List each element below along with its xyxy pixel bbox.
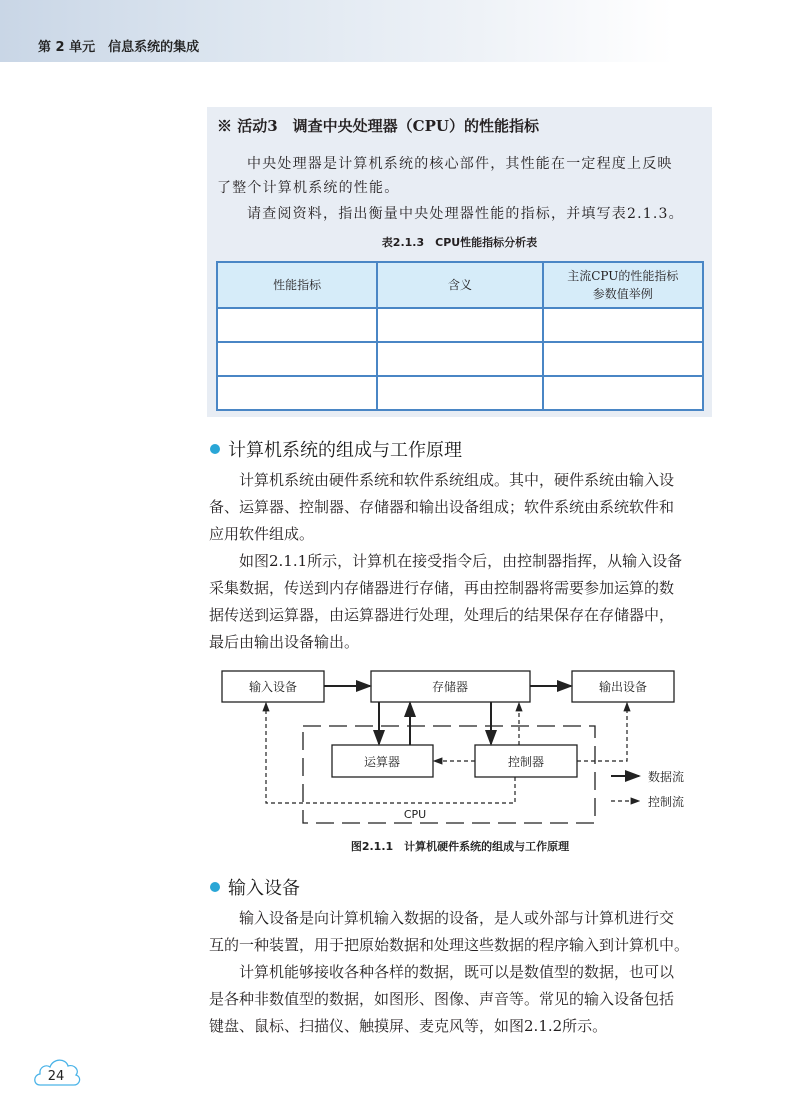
- bullet-dot-icon: [210, 882, 220, 892]
- table-caption: 表2.1.3 CPU性能指标分析表: [381, 236, 538, 249]
- header-line: 主流CPU的性能指标: [567, 269, 679, 283]
- section-heading: [210, 874, 300, 900]
- cpu-label: CPU: [403, 808, 427, 821]
- activity-text: 了整个计算机系统的性能。: [217, 180, 400, 196]
- text-line: 互的一种装置，用于把原始数据和处理这些数据的程序输入到计算机中。: [209, 936, 690, 954]
- text-line: 采集数据，传送到内存储器进行存储，再由控制器将需要参加运算的数: [209, 579, 675, 597]
- text-line: 键盘、鼠标、扫描仪、触摸屏、麦克风等，如图2.1.2所示。: [209, 1017, 608, 1035]
- text-line: 备、运算器、控制器、存储器和输出设备组成；软件系统由系统软件和: [209, 498, 675, 516]
- text-line: 最后由输出设备输出。: [209, 633, 360, 651]
- header-line: 参数值举例: [592, 287, 653, 301]
- column-header: 性能指标: [217, 262, 377, 308]
- text-line: 输入设备是向计算机输入数据的设备，是人或外部与计算机进行交: [239, 909, 675, 927]
- output-device-label: 输出设备: [598, 680, 648, 694]
- controller-label: 控制器: [507, 755, 545, 769]
- text-line: 如图2.1.1所示，计算机在接受指令后，由控制器指挥，从输入设备: [239, 552, 683, 570]
- control-flow-arrows: [266, 703, 639, 803]
- text-line: 是各种非数值型的数据，如图形、图像、声音等。常见的输入设备包括: [209, 990, 675, 1008]
- text-line: 应用软件组成。: [209, 525, 315, 543]
- unit-title: 第 2 单元 信息系统的集成: [38, 40, 200, 55]
- page-number: 24: [47, 1069, 65, 1084]
- activity-title: ※ 活动3 调查中央处理器（CPU）的性能指标: [217, 117, 539, 135]
- text-line: 计算机系统由硬件系统和软件系统组成。其中，硬件系统由输入设: [239, 471, 675, 489]
- activity-text: 中央处理器是计算机系统的核心部件，其性能在一定程度上反映: [247, 156, 673, 172]
- cpu-boundary: [303, 726, 595, 823]
- column-header: 含义: [377, 262, 542, 308]
- legend-control-flow: 控制流: [648, 795, 685, 809]
- paragraph: [209, 905, 714, 1040]
- section-heading-text: 计算机系统的组成与工作原理: [228, 440, 462, 461]
- legend-data-flow: 数据流: [648, 770, 685, 784]
- text-line: 计算机能够接收各种各样的数据，既可以是数值型的数据，也可以: [239, 963, 675, 981]
- figure-caption: 图2.1.1 计算机硬件系统的组成与工作原理: [350, 840, 570, 853]
- alu-label: 运算器: [363, 755, 401, 769]
- text-line: 据传送到运算器，由运算器进行处理，处理后的结果保存在存储器中，: [209, 606, 675, 624]
- activity-text: 请查阅资料，指出衡量中央处理器性能的指标，并填写表2.1.3。: [247, 206, 684, 222]
- section-heading-text: 输入设备: [228, 878, 300, 899]
- memory-label: 存储器: [431, 680, 469, 694]
- page-number-cloud-icon: [32, 1055, 82, 1087]
- input-device-label: 输入设备: [248, 680, 298, 694]
